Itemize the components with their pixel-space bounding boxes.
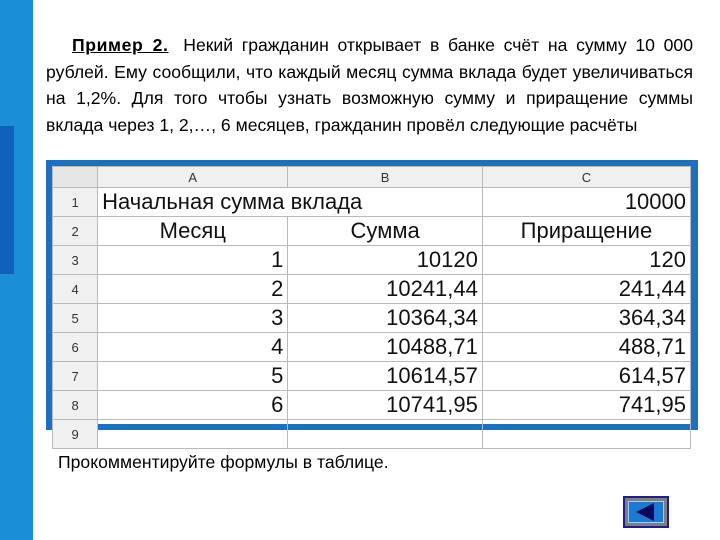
increment-cell[interactable]: 614,57 xyxy=(482,362,690,391)
example-label: Пример 2. xyxy=(72,35,169,55)
example-text: Некий гражданин открывает в банке счёт на сумму 10 000 рублей. Ему сообщили, что каждый месяц сумма вклада будет увеличиваться на 1,2%. Для того чтобы узнать возможную сумму и приращение суммы вклада через 1, 2,…, 6 месяцев, гражданин провёл следующие расчёты xyxy=(46,35,694,135)
column-header-a[interactable]: A xyxy=(98,167,288,188)
header-cell-month[interactable]: Месяц xyxy=(98,217,288,246)
table-row xyxy=(53,188,691,217)
row-header[interactable]: 5 xyxy=(53,304,98,333)
month-cell[interactable]: 1 xyxy=(98,246,288,275)
header-cell-increment[interactable]: Приращение xyxy=(482,217,690,246)
month-cell[interactable]: 2 xyxy=(98,275,288,304)
spreadsheet-frame xyxy=(46,160,698,442)
empty-cell[interactable] xyxy=(288,420,483,449)
empty-cell[interactable] xyxy=(482,420,690,449)
sum-cell[interactable]: 10741,95 xyxy=(288,391,483,420)
spreadsheet xyxy=(52,166,691,442)
example-paragraph xyxy=(46,32,693,138)
row-header[interactable]: 3 xyxy=(53,246,98,275)
spreadsheet-table xyxy=(52,166,691,449)
initial-sum-label-cell[interactable]: Начальная сумма вклада xyxy=(98,188,483,217)
empty-cell[interactable] xyxy=(98,420,288,449)
month-cell[interactable]: 6 xyxy=(98,391,288,420)
sum-cell[interactable]: 10241,44 xyxy=(288,275,483,304)
table-row xyxy=(53,246,691,275)
sum-cell[interactable]: 10120 xyxy=(288,246,483,275)
sum-cell[interactable]: 10364,34 xyxy=(288,304,483,333)
table-row xyxy=(53,275,691,304)
row-header[interactable]: 9 xyxy=(53,420,98,449)
row-header[interactable]: 1 xyxy=(53,188,98,217)
column-header-c[interactable]: C xyxy=(482,167,690,188)
comment-prompt: Прокомментируйте формулы в таблице. xyxy=(58,452,389,472)
back-button[interactable] xyxy=(623,496,669,528)
month-cell[interactable]: 4 xyxy=(98,333,288,362)
table-row xyxy=(53,217,691,246)
table-row xyxy=(53,333,691,362)
table-row xyxy=(53,362,691,391)
row-header[interactable]: 2 xyxy=(53,217,98,246)
corner-cell[interactable] xyxy=(53,167,98,188)
table-row xyxy=(53,391,691,420)
month-cell[interactable]: 3 xyxy=(98,304,288,333)
column-header-b[interactable]: B xyxy=(288,167,483,188)
initial-sum-value-cell[interactable]: 10000 xyxy=(482,188,690,217)
table-row xyxy=(53,304,691,333)
increment-cell[interactable]: 120 xyxy=(482,246,690,275)
row-header[interactable]: 8 xyxy=(53,391,98,420)
left-sidebar-bar xyxy=(0,0,33,540)
triangle-left-icon xyxy=(625,498,667,526)
sum-cell[interactable]: 10614,57 xyxy=(288,362,483,391)
increment-cell[interactable]: 488,71 xyxy=(482,333,690,362)
increment-cell[interactable]: 241,44 xyxy=(482,275,690,304)
sum-cell[interactable]: 10488,71 xyxy=(288,333,483,362)
row-header[interactable]: 4 xyxy=(53,275,98,304)
header-cell-sum[interactable]: Сумма xyxy=(288,217,483,246)
row-header[interactable]: 7 xyxy=(53,362,98,391)
month-cell[interactable]: 5 xyxy=(98,362,288,391)
table-row xyxy=(53,420,691,449)
sidebar-accent xyxy=(0,126,14,274)
increment-cell[interactable]: 741,95 xyxy=(482,391,690,420)
increment-cell[interactable]: 364,34 xyxy=(482,304,690,333)
row-header[interactable]: 6 xyxy=(53,333,98,362)
